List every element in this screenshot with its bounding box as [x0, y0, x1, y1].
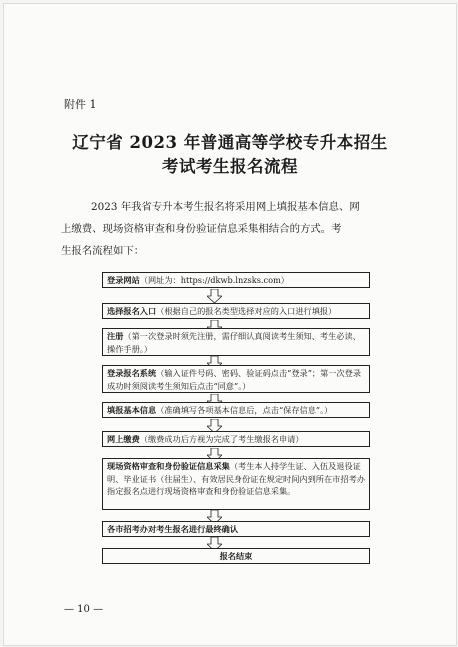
- flow-step-onsite-review: [102, 458, 370, 510]
- flow-step-login-site: [102, 272, 370, 288]
- step-text: （缴费成功后方视为完成了考生缴报名申请）: [139, 434, 304, 444]
- step-text: （网址为：https://dkwb.lnzsks.com）: [139, 275, 289, 285]
- flow-step-login-system: [102, 365, 370, 393]
- page-title-line2: 考试考生报名流程: [162, 157, 298, 176]
- step-title: 选择报名入口: [107, 306, 157, 316]
- page-title-line1: 辽宁省 2023 年普通高等学校专升本招生: [72, 133, 388, 152]
- step-text: （准确填写各项基本信息后，点击“保存信息”。）: [156, 405, 333, 415]
- flow-step-end: [102, 548, 370, 564]
- document-page: [3, 3, 457, 646]
- step-title: 注册: [107, 331, 124, 341]
- step-text: （根据自己的报名类型选择对应的入口进行填报）: [156, 306, 337, 316]
- flow-step-online-payment: [102, 431, 370, 447]
- flow-step-register: [102, 328, 370, 356]
- page-number: — 10 —: [64, 604, 104, 615]
- step-text: （考生本人持学生证、入伍及退役证明、毕业证书（往届生）、有效居民身份证在规定时间内到所在市招考办指定报名点进行现场资格审查和身份验证信息采集。: [107, 461, 365, 496]
- flow-step-final-confirm: [102, 521, 370, 537]
- flow-step-fill-info: [102, 402, 370, 418]
- step-title: 登录网站: [107, 275, 140, 285]
- step-text: （第一次登录时须先注册，需仔细认真阅读考生须知、考生必读、操作手册。）: [107, 331, 361, 354]
- step-text: （输入证件号码、密码、验证码点击“登录”；第一次登录成功时须阅读考生须知后点击“同意”。）: [107, 368, 362, 391]
- step-title: 网上缴费: [107, 434, 140, 444]
- step-title: 各市招考办对考生报名进行最终确认: [107, 524, 239, 534]
- step-title: 登录报名系统: [107, 368, 157, 378]
- flow-step-select-entry: [102, 303, 370, 319]
- down-arrow-icon: [207, 289, 222, 303]
- intro-line-1: 2023 年我省专升本考生报名将采用网上填报基本信息、网: [91, 201, 360, 213]
- step-title: 现场资格审查和身份验证信息采集: [107, 461, 230, 471]
- intro-line-2: 上缴费、现场资格审查和身份验证信息采集相结合的方式。考: [61, 223, 342, 235]
- step-title: 报名结束: [219, 551, 253, 561]
- attachment-label: 附件 1: [64, 98, 97, 111]
- intro-line-3: 生报名流程如下：: [61, 245, 145, 257]
- step-title: 填报基本信息: [107, 405, 157, 415]
